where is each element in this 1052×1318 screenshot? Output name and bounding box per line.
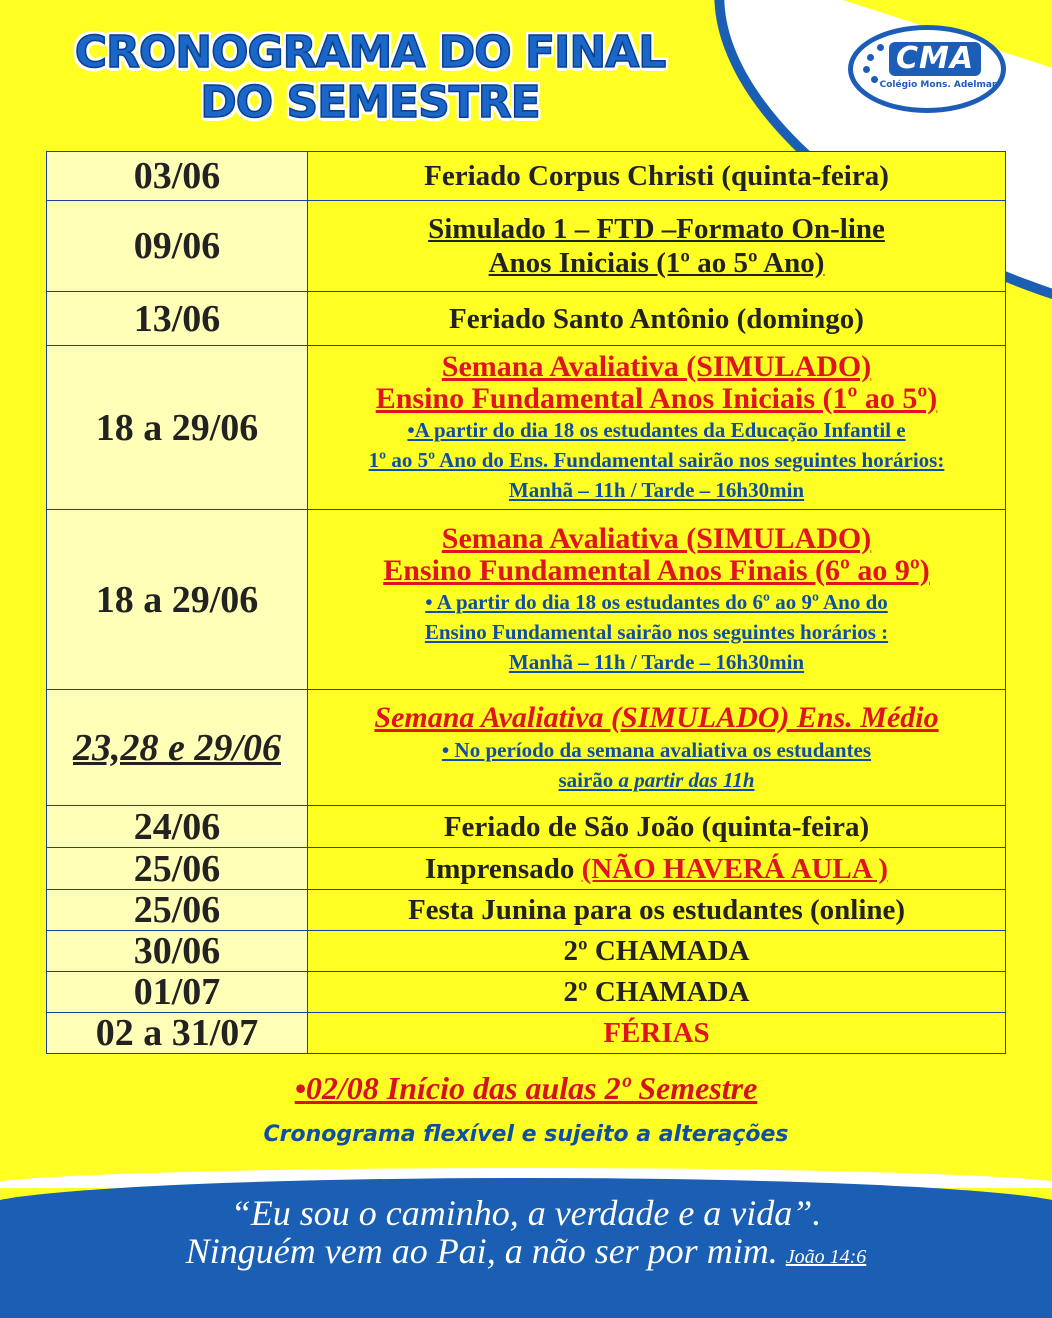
- logo-mark: CMA: [889, 42, 981, 76]
- logo-dots-icon: [863, 44, 889, 84]
- page-title: [30, 28, 710, 128]
- table-row: [47, 152, 1006, 201]
- table-row: [47, 510, 1006, 690]
- table-row: [47, 201, 1006, 292]
- row-event: 2º CHAMADA: [308, 972, 1006, 1013]
- table-row: [47, 292, 1006, 346]
- row-event: Festa Junina para os estudantes (online): [308, 890, 1006, 931]
- row-event: Feriado Corpus Christi (quinta-feira): [308, 152, 1006, 201]
- row-event: Semana Avaliativa (SIMULADO) Ensino Fundamental Anos Finais (6º ao 9º) • A partir do dia 18 os estudantes do 6º ao 9º Ano do Ensino Fundamental sairão nos seguintes horários : Manhã – 11h / Tarde – 16h30min: [308, 510, 1006, 690]
- row-date: 18 a 29/06: [47, 346, 308, 510]
- table-row: [47, 890, 1006, 931]
- row-date: 03/06: [47, 152, 308, 201]
- bullet-icon: •: [441, 737, 455, 762]
- row-date: 30/06: [47, 931, 308, 972]
- row-event: Feriado Santo Antônio (domingo): [308, 292, 1006, 346]
- table-row: [47, 972, 1006, 1013]
- row-event: Imprensado (NÃO HAVERÁ AULA ): [308, 848, 1006, 890]
- title-line-2: DO SEMESTRE: [200, 77, 540, 128]
- table-row: [47, 690, 1006, 806]
- row-date: 25/06: [47, 890, 308, 931]
- row-date: 01/07: [47, 972, 308, 1013]
- table-row: [47, 931, 1006, 972]
- bullet-icon: •: [294, 1070, 306, 1106]
- quote-line-1: “Eu sou o caminho, a verdade e a vida”.: [230, 1193, 822, 1233]
- row-event: 2º CHAMADA: [308, 931, 1006, 972]
- bullet-icon: •: [407, 417, 415, 442]
- disclaimer: Cronograma flexível e sujeito a alterações: [263, 1122, 789, 1147]
- row-date: 18 a 29/06: [47, 510, 308, 690]
- school-logo: [848, 25, 1006, 113]
- logo-subtext: Colégio Mons. Adelmar: [879, 80, 997, 90]
- row-event: FÉRIAS: [308, 1013, 1006, 1054]
- next-semester-note: •02/08 Início das aulas 2º Semestre: [294, 1070, 758, 1106]
- row-date: 02 a 31/07: [47, 1013, 308, 1054]
- row-date: 24/06: [47, 806, 308, 848]
- title-line-1: CRONOGRAMA DO FINAL: [74, 27, 666, 78]
- quote-reference: João 14:6: [785, 1246, 867, 1268]
- row-event: Semana Avaliativa (SIMULADO) Ensino Fundamental Anos Iniciais (1º ao 5º) •A partir do dia 18 os estudantes da Educação Infantil e 1º ao 5º Ano do Ens. Fundamental sairão nos seguintes horários: Manhã – 11h / Tarde – 16h30min: [308, 346, 1006, 510]
- row-date: 13/06: [47, 292, 308, 346]
- row-date: 23,28 e 29/06: [47, 690, 308, 806]
- quote-line-2: Ninguém vem ao Pai, a não ser por mim. João 14:6: [185, 1231, 867, 1271]
- bullet-icon: •: [425, 589, 437, 614]
- table-row: [47, 848, 1006, 890]
- table-row: [47, 806, 1006, 848]
- row-date: 09/06: [47, 201, 308, 292]
- row-event: Feriado de São João (quinta-feira): [308, 806, 1006, 848]
- row-event: Semana Avaliativa (SIMULADO) Ens. Médio • No período da semana avaliativa os estudantes sairão a partir das 11h: [308, 690, 1006, 806]
- table-row: [47, 1013, 1006, 1054]
- row-date: 25/06: [47, 848, 308, 890]
- schedule-table: [46, 151, 1006, 1054]
- table-row: [47, 346, 1006, 510]
- row-event: Simulado 1 – FTD –Formato On-line Anos Iniciais (1º ao 5º Ano): [308, 201, 1006, 292]
